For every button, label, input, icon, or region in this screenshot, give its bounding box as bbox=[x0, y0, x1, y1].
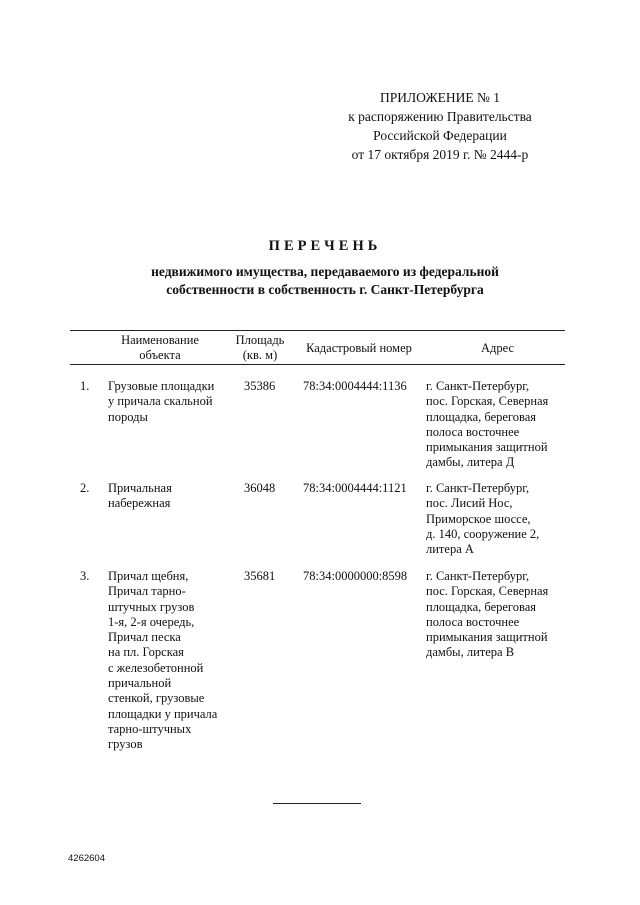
column-header-name: Наименование объекта bbox=[121, 333, 199, 362]
document-number: 4262604 bbox=[68, 853, 105, 864]
row-3-area: 35681 bbox=[244, 569, 276, 583]
row-2-address: г. Санкт-Петербург, пос. Лисий Нос, Приморское шоссе, д. 140, сооружение 2, литера А bbox=[426, 481, 540, 557]
row-2-area: 36048 bbox=[244, 481, 276, 495]
row-3-name: Причал щебня, Причал тарно- штучных грузов 1-я, 2-я очередь, Причал песка на пл. Горская с железобетонной причальной стенкой, грузовые площадки у причала тарно-штучных грузов bbox=[108, 569, 218, 752]
appendix-title: ПРИЛОЖЕНИЕ № 1 bbox=[379, 90, 501, 105]
row-1-name: Грузовые площадки у причала скальной породы bbox=[108, 379, 215, 424]
row-1-number: 1. bbox=[80, 379, 90, 393]
row-3-number: 3. bbox=[80, 569, 90, 583]
row-1-address: г. Санкт-Петербург, пос. Горская, Северная площадка, береговая полоса восточнее примыкания защитной дамбы, литера Д bbox=[426, 379, 549, 470]
row-1-cadastral: 78:34:0004444:1136 bbox=[303, 379, 407, 393]
page-title: ПЕРЕЧЕНЬ bbox=[268, 238, 382, 254]
appendix-ref: к распоряжению Правительства bbox=[348, 109, 532, 124]
appendix-header bbox=[330, 88, 550, 164]
row-2-name: Причальная набережная bbox=[108, 481, 172, 511]
row-1-area: 35386 bbox=[244, 379, 276, 393]
closing-rule bbox=[273, 803, 361, 804]
row-3-cadastral: 78:34:0000000:8598 bbox=[303, 569, 408, 583]
subtitle-line-1: недвижимого имущества, передаваемого из федеральной bbox=[151, 264, 499, 279]
subtitle-line-2: собственности в собственность г. Санкт-Петербурга bbox=[166, 282, 484, 297]
column-header-area: Площадь (кв. м) bbox=[235, 333, 285, 362]
table-header-bottom-rule bbox=[70, 364, 565, 365]
appendix-gov: Российской Федерации bbox=[373, 128, 507, 143]
table-header-top-rule bbox=[70, 330, 565, 331]
column-header-cadastral: Кадастровый номер bbox=[306, 341, 412, 355]
row-2-number: 2. bbox=[80, 481, 90, 495]
appendix-date: от 17 октября 2019 г. № 2444-р bbox=[351, 147, 529, 162]
row-3-address: г. Санкт-Петербург, пос. Горская, Северная площадка, береговая полоса восточнее примыкания защитной дамбы, литера В bbox=[426, 569, 549, 660]
page-subtitle bbox=[0, 263, 640, 299]
row-2-cadastral: 78:34:0004444:1121 bbox=[303, 481, 407, 495]
column-header-address: Адрес bbox=[480, 341, 515, 355]
